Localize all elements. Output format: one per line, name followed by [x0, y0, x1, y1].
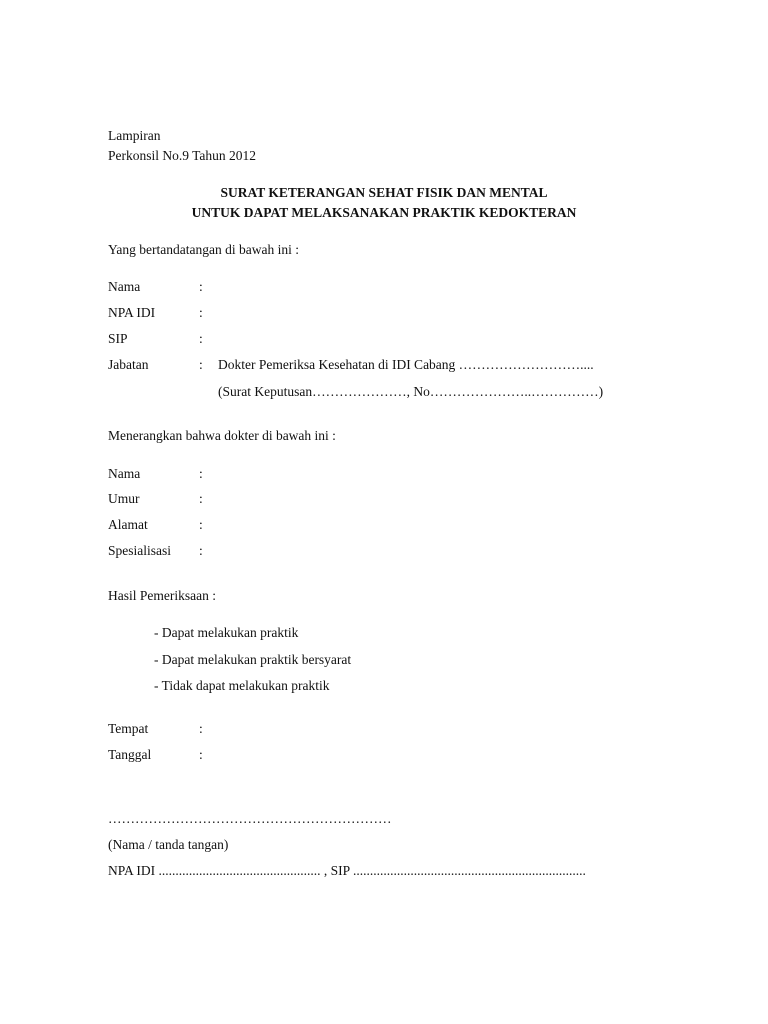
signer-intro: Yang bertandatangan di bawah ini : — [108, 242, 299, 257]
signer-position-value: Dokter Pemeriksa Kesehatan di IDI Cabang ……………………….... — [218, 357, 594, 372]
regulation-reference: Perkonsil No.9 Tahun 2012 — [108, 148, 257, 163]
decree-reference: (Surat Keputusan…………………, No…………………..……………) — [218, 384, 604, 399]
doctor-name-colon: : — [199, 466, 203, 481]
result-option-unable: - Tidak dapat melakukan praktik — [154, 678, 330, 693]
signature-name-label: (Nama / tanda tangan) — [108, 837, 229, 852]
date-colon: : — [199, 747, 203, 762]
signer-name-label: Nama — [108, 279, 141, 294]
date-label: Tanggal — [108, 747, 152, 762]
signer-npa-label: NPA IDI — [108, 305, 156, 320]
signer-position-colon: : — [199, 357, 203, 372]
doctor-specialization-colon: : — [199, 543, 203, 558]
signature-line: ……………………………………………………… — [108, 811, 392, 826]
place-label: Tempat — [108, 721, 149, 736]
doctor-specialization-label: Spesialisasi — [108, 543, 171, 558]
signature-npa-sip: NPA IDI ................................................ , SIP ..................................................................... — [108, 863, 586, 878]
signer-npa-colon: : — [199, 305, 203, 320]
document-title-line-1: SURAT KETERANGAN SEHAT FISIK DAN MENTAL — [220, 185, 548, 200]
signer-sip-colon: : — [199, 331, 203, 346]
doctor-address-label: Alamat — [108, 517, 148, 532]
doctor-address-colon: : — [199, 517, 203, 532]
result-option-able: - Dapat melakukan praktik — [154, 625, 299, 640]
signer-sip-label: SIP — [108, 331, 128, 346]
doctor-intro: Menerangkan bahwa dokter di bawah ini : — [108, 428, 336, 443]
place-colon: : — [199, 721, 203, 736]
doctor-name-label: Nama — [108, 466, 141, 481]
exam-result-heading: Hasil Pemeriksaan : — [108, 588, 216, 603]
attachment-label: Lampiran — [108, 128, 161, 143]
doctor-age-colon: : — [199, 491, 203, 506]
document-title-line-2: UNTUK DAPAT MELAKSANAKAN PRAKTIK KEDOKTERAN — [191, 205, 577, 220]
result-option-conditional: - Dapat melakukan praktik bersyarat — [154, 652, 352, 667]
signer-name-colon: : — [199, 279, 203, 294]
signer-position-label: Jabatan — [108, 357, 149, 372]
doctor-age-label: Umur — [108, 491, 140, 506]
